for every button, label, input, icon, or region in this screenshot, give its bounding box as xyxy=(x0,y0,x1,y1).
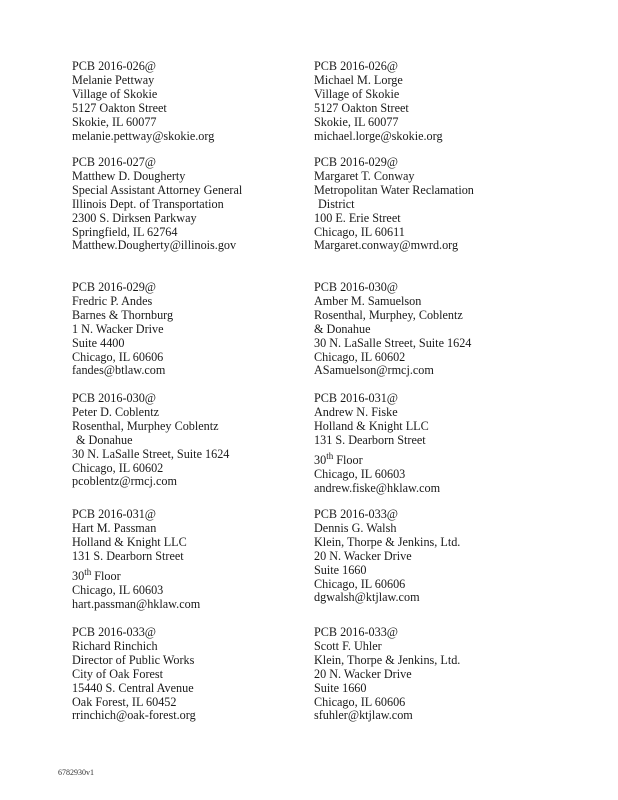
organization: City of Oak Forest xyxy=(72,666,164,681)
city-state-zip: Skokie, IL 60077 xyxy=(72,114,157,129)
organization: Holland & Knight LLC xyxy=(314,418,429,433)
organization-continued: District xyxy=(318,196,355,211)
organization-continued: & Donahue xyxy=(314,321,371,336)
contact-name: Peter D. Coblentz xyxy=(72,404,159,419)
service-entry xyxy=(314,281,471,378)
floor xyxy=(314,448,440,468)
contact-name: Hart M. Passman xyxy=(72,520,157,535)
email-address: Matthew.Dougherty@illinois.gov xyxy=(72,238,237,253)
contact-name: Michael M. Lorge xyxy=(314,72,403,87)
service-entry xyxy=(314,60,443,143)
email-address: fandes@btlaw.com xyxy=(72,363,166,378)
city-state-zip: Chicago, IL 60606 xyxy=(314,576,406,591)
street-address: 131 S. Dearborn Street xyxy=(72,548,184,563)
street-address: 30 N. LaSalle Street, Suite 1624 xyxy=(72,446,230,461)
floor xyxy=(72,564,200,584)
city-state-zip: Skokie, IL 60077 xyxy=(314,114,399,129)
organization: Klein, Thorpe & Jenkins, Ltd. xyxy=(314,652,461,667)
case-number: PCB 2016-029@ xyxy=(72,280,157,294)
street-address: 20 N. Wacker Drive xyxy=(314,548,412,563)
organization: Village of Skokie xyxy=(72,86,158,101)
city-state-zip: Chicago, IL 60603 xyxy=(72,582,164,597)
contact-name: Melanie Pettway xyxy=(72,72,155,87)
street-address: 5127 Oakton Street xyxy=(72,100,167,115)
floor-number: 30 xyxy=(72,568,85,583)
service-entry xyxy=(72,392,229,489)
case-number: PCB 2016-026@ xyxy=(314,59,399,73)
service-entry xyxy=(72,60,214,143)
floor-label: Floor xyxy=(91,568,121,583)
organization: Rosenthal, Murphey, Coblentz xyxy=(314,307,463,322)
city-state-zip: Chicago, IL 60603 xyxy=(314,466,406,481)
contact-title: Special Assistant Attorney General xyxy=(72,182,243,197)
organization-continued: & Donahue xyxy=(76,432,133,447)
service-entry xyxy=(314,156,474,253)
service-entry xyxy=(72,156,242,253)
floor-ordinal-suffix: th xyxy=(84,566,92,577)
case-number: PCB 2016-030@ xyxy=(314,280,399,294)
city-state-zip: Springfield, IL 62764 xyxy=(72,224,178,239)
email-address: dgwalsh@ktjlaw.com xyxy=(314,590,420,605)
case-number: PCB 2016-033@ xyxy=(72,625,157,639)
street-address: 30 N. LaSalle Street, Suite 1624 xyxy=(314,335,472,350)
organization: Rosenthal, Murphey Coblentz xyxy=(72,418,219,433)
email-address: Margaret.conway@mwrd.org xyxy=(314,238,459,253)
case-number: PCB 2016-031@ xyxy=(72,507,157,521)
organization: Klein, Thorpe & Jenkins, Ltd. xyxy=(314,534,461,549)
street-address: 1 N. Wacker Drive xyxy=(72,321,164,336)
email-address: melanie.pettway@skokie.org xyxy=(72,128,215,143)
email-address: michael.lorge@skokie.org xyxy=(314,128,443,143)
email-address: rrinchich@oak-forest.org xyxy=(72,708,196,723)
service-entry xyxy=(314,626,460,723)
contact-name: Matthew D. Dougherty xyxy=(72,168,186,183)
case-number: PCB 2016-031@ xyxy=(314,391,399,405)
street-address: 20 N. Wacker Drive xyxy=(314,666,412,681)
contact-name: Fredric P. Andes xyxy=(72,293,153,308)
contact-name: Amber M. Samuelson xyxy=(314,293,422,308)
service-entry xyxy=(314,508,460,605)
email-address: andrew.fiske@hklaw.com xyxy=(314,480,441,495)
email-address: sfuhler@ktjlaw.com xyxy=(314,708,413,723)
contact-name: Andrew N. Fiske xyxy=(314,404,398,419)
floor-ordinal-suffix: th xyxy=(326,450,334,461)
contact-name: Scott F. Uhler xyxy=(314,638,382,653)
case-number: PCB 2016-030@ xyxy=(72,391,157,405)
service-entry xyxy=(72,626,196,723)
case-number: PCB 2016-027@ xyxy=(72,155,157,169)
case-number: PCB 2016-029@ xyxy=(314,155,399,169)
service-entry xyxy=(72,281,173,378)
email-address: pcoblentz@rmcj.com xyxy=(72,474,177,489)
case-number: PCB 2016-033@ xyxy=(314,625,399,639)
suite: Suite 4400 xyxy=(72,335,125,350)
organization: Metropolitan Water Reclamation xyxy=(314,182,474,197)
street-address: 2300 S. Dirksen Parkway xyxy=(72,210,197,225)
floor-number: 30 xyxy=(314,452,327,467)
contact-name: Richard Rinchich xyxy=(72,638,158,653)
street-address: 131 S. Dearborn Street xyxy=(314,432,426,447)
organization: Holland & Knight LLC xyxy=(72,534,187,549)
city-state-zip: Chicago, IL 60602 xyxy=(314,349,406,364)
city-state-zip: Chicago, IL 60606 xyxy=(314,694,406,709)
contact-title: Director of Public Works xyxy=(72,652,195,667)
suite: Suite 1660 xyxy=(314,562,367,577)
email-address: hart.passman@hklaw.com xyxy=(72,596,201,611)
suite: Suite 1660 xyxy=(314,680,367,695)
city-state-zip: Chicago, IL 60606 xyxy=(72,349,164,364)
organization: Illinois Dept. of Transportation xyxy=(72,196,224,211)
street-address: 5127 Oakton Street xyxy=(314,100,409,115)
city-state-zip: Chicago, IL 60602 xyxy=(72,460,164,475)
service-entry xyxy=(314,392,440,496)
service-entry xyxy=(72,508,200,612)
contact-name: Margaret T. Conway xyxy=(314,168,415,183)
case-number: PCB 2016-026@ xyxy=(72,59,157,73)
contact-name: Dennis G. Walsh xyxy=(314,520,397,535)
document-id-footer: 6782930v1 xyxy=(58,768,94,777)
city-state-zip: Chicago, IL 60611 xyxy=(314,224,405,239)
street-address: 100 E. Erie Street xyxy=(314,210,401,225)
case-number: PCB 2016-033@ xyxy=(314,507,399,521)
organization: Barnes & Thornburg xyxy=(72,307,174,322)
organization: Village of Skokie xyxy=(314,86,400,101)
city-state-zip: Oak Forest, IL 60452 xyxy=(72,694,177,709)
street-address: 15440 S. Central Avenue xyxy=(72,680,194,695)
floor-label: Floor xyxy=(333,452,363,467)
email-address: ASamuelson@rmcj.com xyxy=(314,363,434,378)
